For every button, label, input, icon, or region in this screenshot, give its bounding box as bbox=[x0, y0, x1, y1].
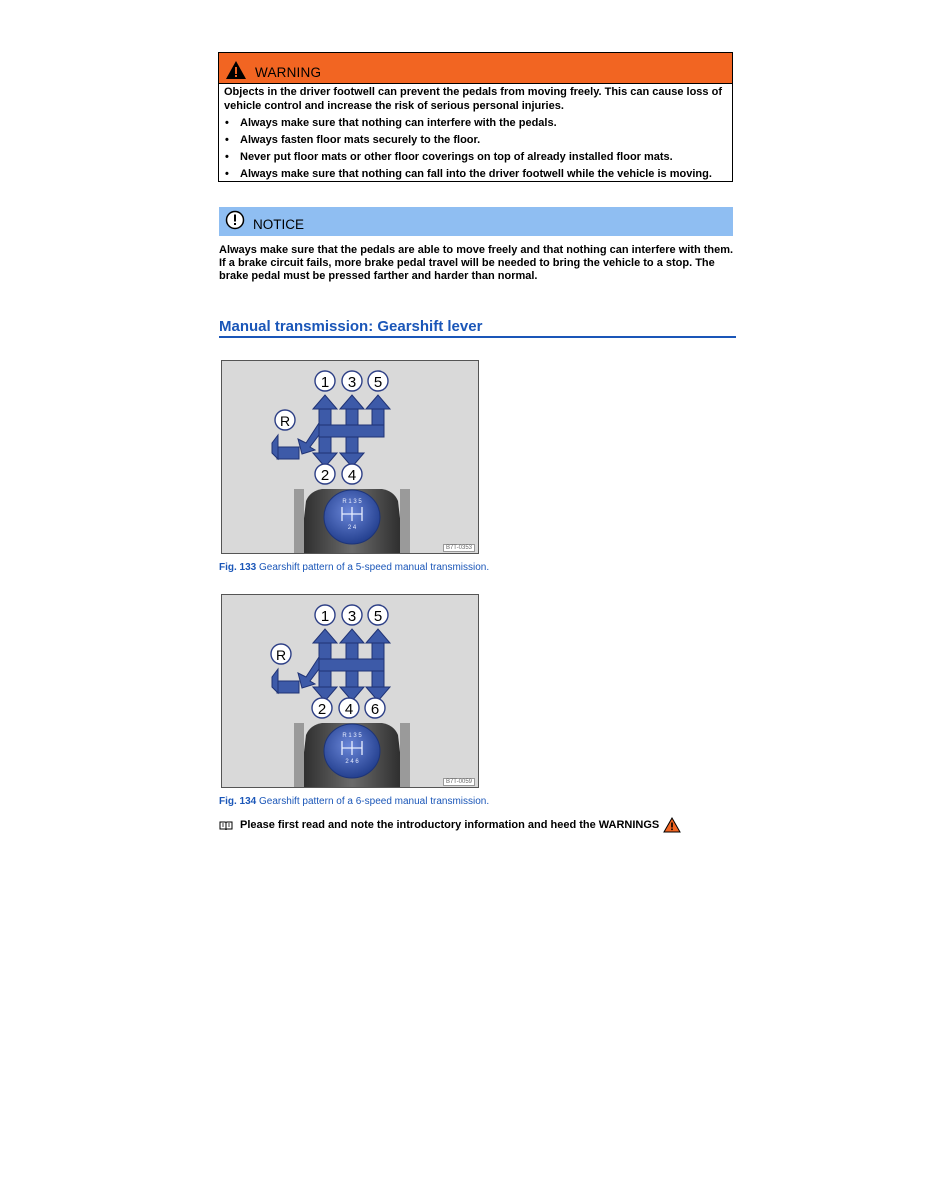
warning-bullet-item bbox=[224, 115, 727, 132]
svg-text:4: 4 bbox=[344, 701, 354, 718]
section-title: Manual transmission: Gearshift lever bbox=[219, 318, 736, 338]
svg-text:2: 2 bbox=[320, 467, 330, 484]
warning-intro: Objects in the driver footwell can prevent the pedals from moving freely. This can cause loss of vehicle control and increase the risk of serious personal injuries. bbox=[224, 86, 722, 112]
warning-triangle-icon bbox=[225, 60, 247, 80]
figure-label: Fig. 133 bbox=[219, 562, 257, 573]
bullet-glyph: • bbox=[225, 134, 229, 146]
figure-caption-text: Gearshift pattern of a 5-speed manual transmission. bbox=[259, 562, 490, 573]
warning-bullet-text: Always make sure that nothing can interfere with the pedals. bbox=[240, 117, 557, 129]
warning-bullet-list bbox=[224, 115, 727, 183]
gear-number-5 bbox=[368, 605, 388, 625]
gear-number-4 bbox=[342, 464, 362, 484]
exclamation-circle-icon bbox=[225, 210, 245, 230]
gear-number-1 bbox=[315, 605, 335, 625]
gear-number-reverse bbox=[271, 644, 291, 664]
gearshift-figure-6-speed bbox=[221, 594, 479, 788]
gearshift-figure-5-speed bbox=[221, 360, 479, 554]
warning-bullet-text: Always fasten floor mats securely to the floor. bbox=[240, 134, 481, 146]
notice-text: Always make sure that the pedals are able to move freely and that nothing can interfere with them. If a brake circuit fails, more brake pedal travel will be needed to bring the vehicle to a stop. The brake pedal must be pressed farther and harder than normal. bbox=[219, 244, 734, 283]
gear-number-6 bbox=[365, 698, 385, 718]
svg-text:2: 2 bbox=[317, 701, 327, 718]
gear-number-3 bbox=[342, 605, 362, 625]
figure-caption bbox=[219, 796, 489, 807]
gear-number-4 bbox=[339, 698, 359, 718]
figure-image-id: B7T-0059 bbox=[443, 778, 475, 786]
knob-bottom-label: 2 4 bbox=[347, 525, 357, 531]
bullet-glyph: • bbox=[225, 168, 229, 180]
gear-number-2 bbox=[312, 698, 332, 718]
svg-text:6: 6 bbox=[370, 701, 380, 718]
warning-bullet-text: Never put floor mats or other floor coverings on top of already installed floor mats. bbox=[240, 151, 673, 163]
notice-header bbox=[219, 207, 733, 236]
svg-text:4: 4 bbox=[347, 467, 357, 484]
gear-number-5 bbox=[368, 371, 388, 391]
figure-caption-text: Gearshift pattern of a 6-speed manual transmission. bbox=[259, 796, 490, 807]
svg-text:5: 5 bbox=[373, 608, 383, 625]
bullet-glyph: • bbox=[225, 117, 229, 129]
svg-text:R: R bbox=[275, 647, 287, 663]
svg-text:5: 5 bbox=[373, 374, 383, 391]
gearshift-pattern-diagram bbox=[222, 361, 478, 553]
warning-bullet-text: Always make sure that nothing can fall into the driver footwell while the vehicle is moving. bbox=[240, 168, 712, 180]
gear-number-1 bbox=[315, 371, 335, 391]
gear-number-3 bbox=[342, 371, 362, 391]
warning-box bbox=[218, 52, 733, 182]
warning-bullet-item bbox=[224, 166, 727, 183]
warning-body bbox=[219, 84, 732, 183]
svg-text:1: 1 bbox=[320, 374, 330, 391]
notice-title: NOTICE bbox=[253, 217, 305, 232]
intro-note bbox=[219, 817, 681, 833]
knob-top-label: R 1 3 5 bbox=[342, 499, 362, 505]
gear-number-2 bbox=[315, 464, 335, 484]
warning-header bbox=[219, 53, 732, 84]
gear-number-reverse bbox=[275, 410, 295, 430]
figure-image-id: B7T-0353 bbox=[443, 544, 475, 552]
intro-note-text: Please first read and note the introductory information and heed the WARNINGS bbox=[240, 819, 660, 831]
svg-text:3: 3 bbox=[347, 608, 357, 625]
svg-text:R: R bbox=[279, 413, 291, 429]
warning-bullet-item bbox=[224, 149, 727, 166]
bullet-glyph: • bbox=[225, 151, 229, 163]
figure-caption bbox=[219, 562, 489, 573]
knob-bottom-label: 2 4 6 bbox=[345, 759, 359, 765]
svg-text:1: 1 bbox=[320, 608, 330, 625]
svg-text:3: 3 bbox=[347, 374, 357, 391]
warning-bullet-item bbox=[224, 132, 727, 149]
warning-title: WARNING bbox=[255, 65, 322, 80]
book-icon bbox=[219, 820, 233, 831]
knob-top-label: R 1 3 5 bbox=[342, 733, 362, 739]
figure-label: Fig. 134 bbox=[219, 796, 257, 807]
warning-triangle-icon[interactable] bbox=[663, 817, 681, 833]
gearshift-pattern-diagram bbox=[222, 595, 478, 787]
